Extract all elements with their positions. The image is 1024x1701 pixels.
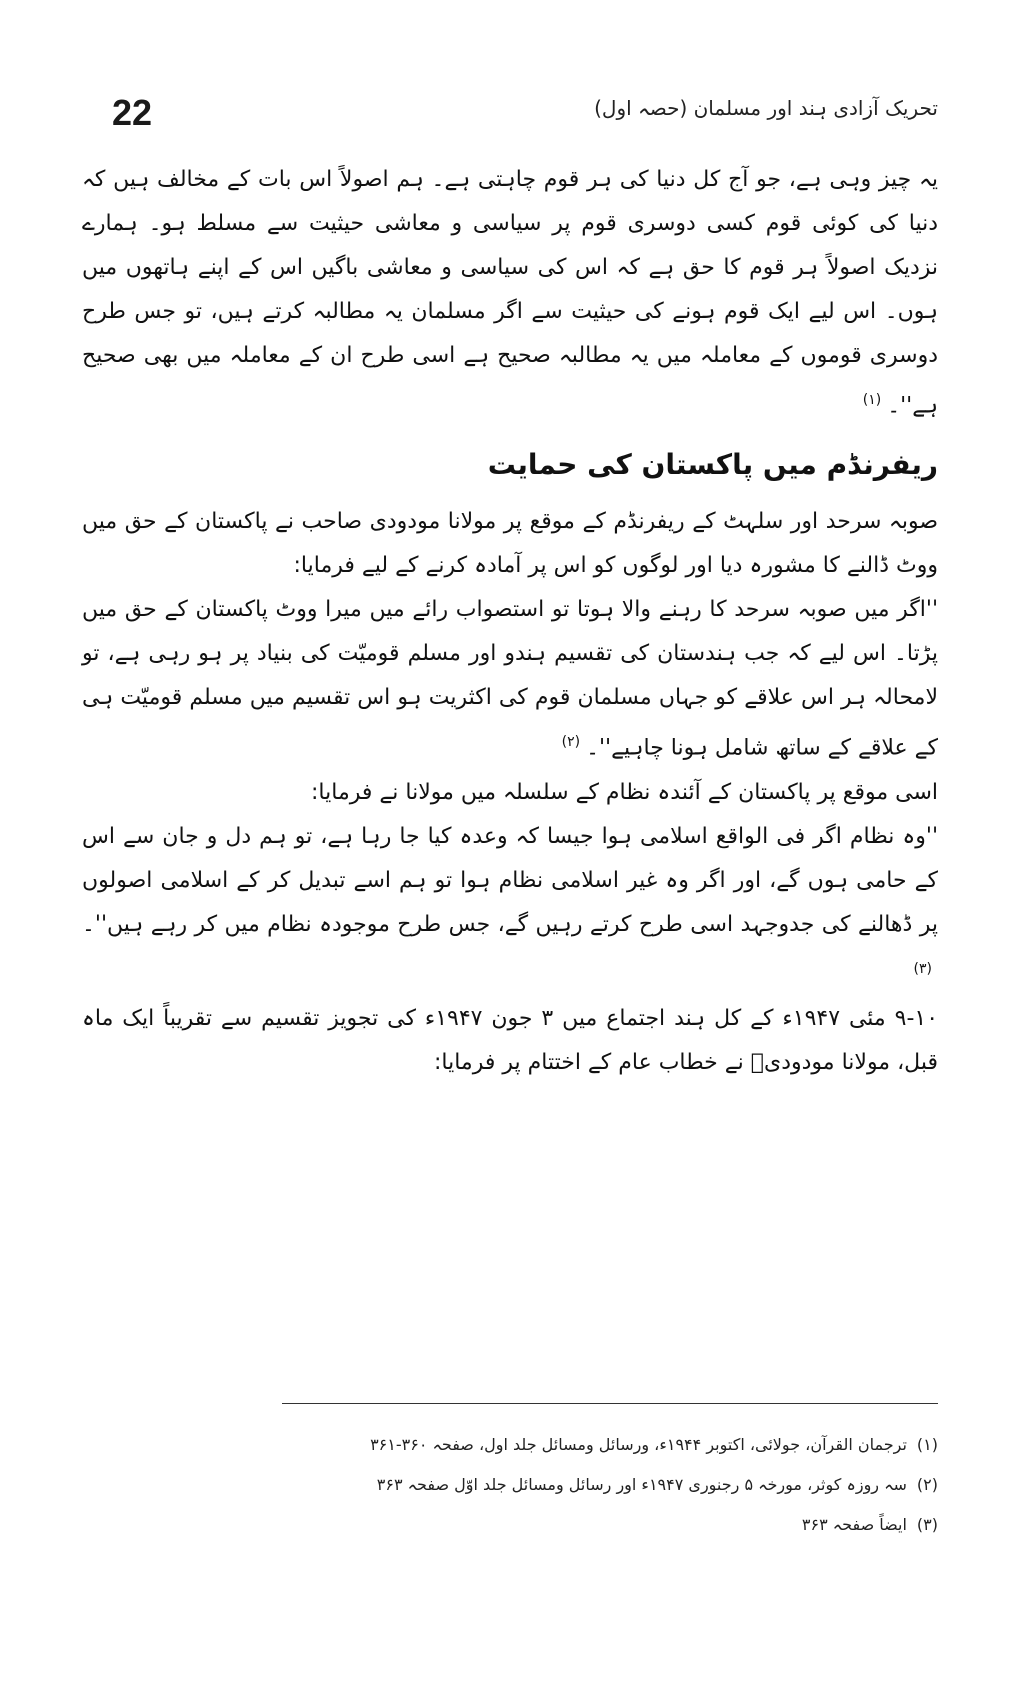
footnotes — [82, 1425, 938, 1545]
quote-2 — [82, 815, 938, 997]
paragraph-1-text: یہ چیز وہی ہے، جو آج کل دنیا کی ہر قوم چاہتی ہے۔ ہم اصولاً اس بات کے مخالف ہیں کہ دنیا کی کوئی قوم کسی دوسری قوم پر سیاسی و معاشی حیثیت سے مسلط ہو۔ ہمارے نزدیک اصولاً ہر قوم کا حق ہے کہ اس کی سیاسی و معاشی باگیں اس کے اپنے ہاتھوں میں ہوں۔ اس لیے ایک قوم ہونے کی حیثیت سے اگر مسلمان یہ مطالبہ کرتے ہیں، تو جس طرح دوسری قوموں کے معاملہ میں یہ مطالبہ صحیح ہے اسی طرح ان کے معاملہ میں بھی صحیح ہے''۔ — [82, 167, 938, 419]
paragraph-2: صوبہ سرحد اور سلہٹ کے ریفرنڈم کے موقع پر مولانا مودودی صاحب نے پاکستان کے حق میں ووٹ ڈالنے کا مشورہ دیا اور لوگوں کو اس پر آمادہ کرنے کے لیے فرمایا: — [82, 509, 938, 579]
footnote-1-number: (۱) — [916, 1435, 938, 1454]
footnote-3-text: ایضاً صفحہ ۳۶۳ — [801, 1515, 907, 1534]
quote-1 — [82, 588, 938, 770]
footnote-1 — [82, 1425, 938, 1465]
footnote-3-number: (۳) — [916, 1515, 938, 1534]
footnote-2-text: سہ روزہ کوثر، مورخہ ۵ رجنوری ۱۹۴۷ء اور رسائل ومسائل جلد اوّل صفحہ ۳۶۳ — [376, 1475, 907, 1494]
main-text — [82, 158, 938, 1085]
page-number: 22 — [112, 92, 153, 133]
quote-1-text: ''اگر میں صوبہ سرحد کا رہنے والا ہوتا تو استصواب رائے میں میرا ووٹ پاکستان کے حق میں پڑتا۔ اس لیے کہ جب ہندستان کی تقسیم ہندو اور مسلم قومیّت کی بنیاد پر ہو رہی ہے، تو لامحالہ ہر اس علاقے کو جہاں مسلمان قوم کی اکثریت ہو اس تقسیم میں مسلم قومیّت ہی کے علاقے کے ساتھ شامل ہونا چاہیے''۔ — [82, 597, 938, 761]
running-head: تحریک آزادی ہند اور مسلمان (حصہ اول) — [594, 96, 938, 120]
quote-2-text: ''وہ نظام اگر فی الواقع اسلامی ہوا جیسا کہ وعدہ کیا جا رہا ہے، تو ہم دل و جان سے اس کے حامی ہوں گے، اور اگر وہ غیر اسلامی نظام ہوا تو ہم اسے تبدیل کر کے اسلامی اصولوں پر ڈھالنے کی جدوجہد اسی طرح کرتے رہیں گے، جس طرح موجودہ نظام میں کر رہے ہیں''۔ — [82, 823, 938, 937]
footnote-2 — [82, 1465, 938, 1505]
footnote-ref-3: (۳) — [913, 960, 932, 977]
paragraph-1 — [82, 158, 938, 428]
footnote-divider — [282, 1403, 938, 1404]
paragraph-3: اسی موقع پر پاکستان کے آئندہ نظام کے سلسلہ میں مولانا نے فرمایا: — [311, 779, 938, 805]
footnote-ref-1: (۱) — [862, 392, 882, 408]
footnote-2-number: (۲) — [916, 1475, 938, 1494]
paragraph-4: ۹-۱۰ مئی ۱۹۴۷ء کے کل ہند اجتماع میں ۳ جون ۱۹۴۷ء کی تجویز تقسیم سے تقریباً ایک ماہ قبل، مولانا مودودیؒ نے خطاب عام کے اختتام پر فرمایا: — [82, 1005, 939, 1075]
footnote-ref-2: (۲) — [561, 734, 581, 751]
footnote-1-text: ترجمان القرآن، جولائی، اکتوبر ۱۹۴۴ء، ورسائل ومسائل جلد اول، صفحہ ۳۶۰-۳۶۱ — [370, 1435, 907, 1454]
section-heading: ریفرنڈم میں پاکستان کی حمایت — [487, 448, 938, 482]
footnote-3 — [82, 1505, 938, 1545]
